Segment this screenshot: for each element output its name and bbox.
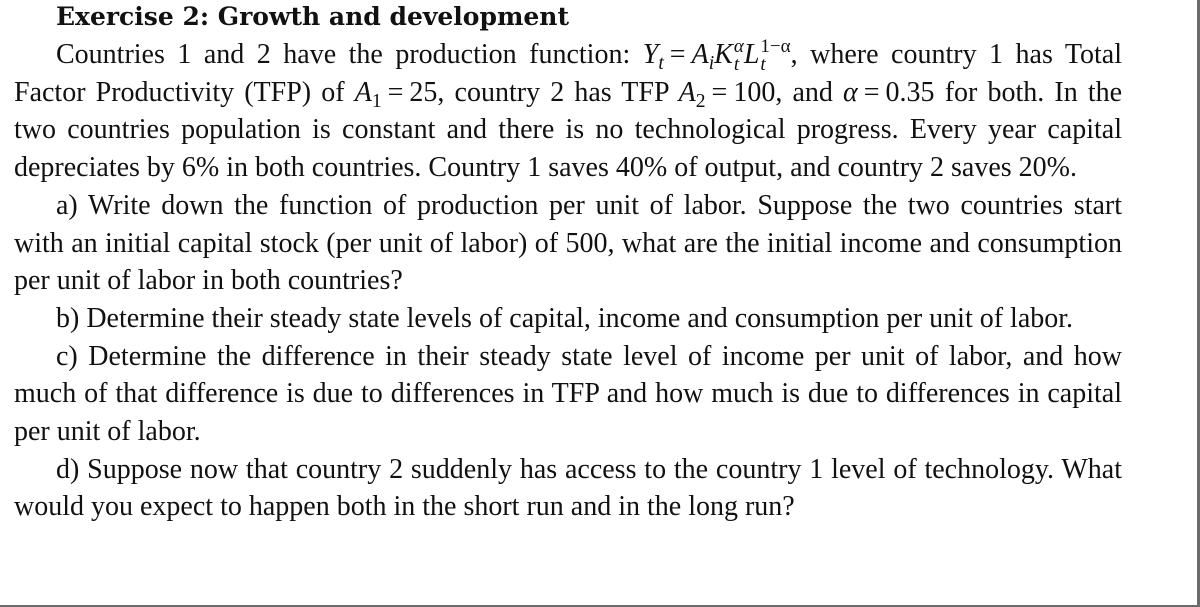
intro-text-3: , country 2 has TFP bbox=[437, 76, 669, 108]
intro-text-1: Countries 1 and 2 have the production function: bbox=[56, 39, 631, 70]
question-b-text: Determine their steady state levels of capital, income and consumption per unit of labor. bbox=[86, 302, 1074, 334]
alpha-value: α = 0.35 bbox=[843, 76, 935, 108]
question-a-text: Write down the function of production per unit of labor. Suppose the two countries start with an initial capital stock (per unit of labor) of 500, what are the initial income and consumption per unit of labor in both countries? bbox=[14, 189, 1123, 297]
production-function-equation: $Y_t = A_iK$ α t L 1−α t bbox=[642, 35, 791, 75]
tfp-country-2: $A_2 = 100$ bbox=[678, 76, 776, 112]
intro-text-2: , where country 1 has Total Factor Productivity (TFP) of bbox=[14, 39, 1123, 108]
question-d-text: Suppose now that country 2 suddenly has access to the country 1 level of technology. What would you expect to happen both in the short run and in the long run? bbox=[14, 453, 1123, 523]
question-a-label: a) bbox=[56, 189, 78, 221]
question-d-label: d) bbox=[56, 453, 80, 485]
tfp-country-1: $A_1 = 25$ bbox=[354, 76, 438, 112]
question-b-label: b) bbox=[56, 302, 80, 334]
exercise-content bbox=[14, 0, 1122, 526]
exercise-intro bbox=[14, 36, 1122, 187]
intro-text-4: , and bbox=[775, 76, 833, 108]
question-c bbox=[14, 338, 1122, 451]
intro-text-5: for both. In the two countries population is constant and there is no technological progress. Every year capital depreciates by 6% in both countries. Country 1 saves 40% of output, and country 2 saves 20%. bbox=[14, 76, 1123, 184]
question-c-label: c) bbox=[56, 340, 78, 372]
question-a bbox=[14, 187, 1122, 300]
exercise-title: Exercise 2: Growth and development bbox=[56, 2, 570, 31]
question-d bbox=[14, 451, 1122, 526]
question-c-text: Determine the difference in their steady state level of income per unit of labor, and how much of that difference is due to differences in TFP and how much is due to differences in capital per unit of labor. bbox=[14, 340, 1123, 448]
question-b bbox=[14, 300, 1122, 338]
